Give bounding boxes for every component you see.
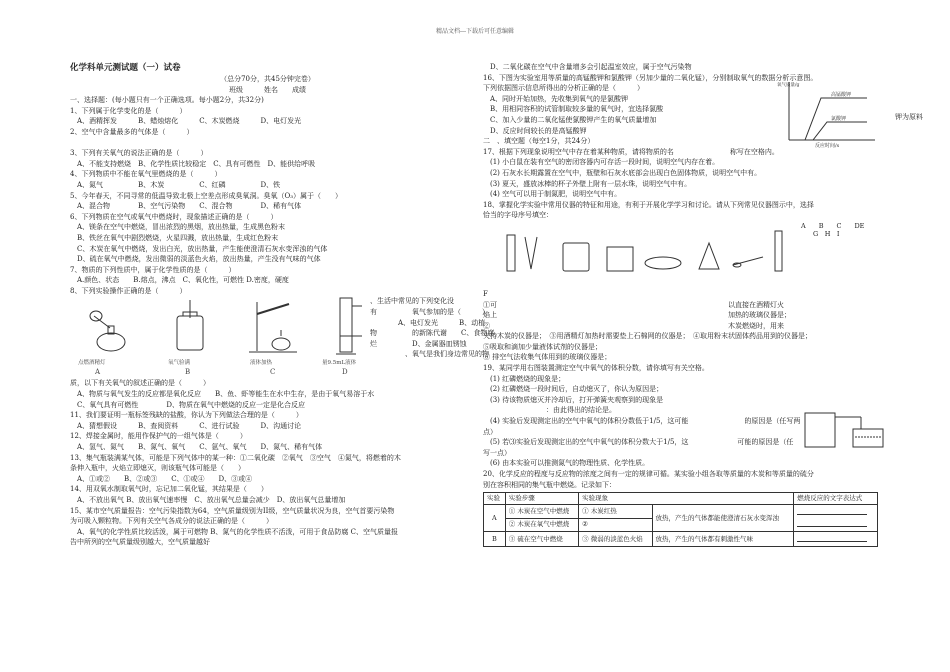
- table-header: 实验步骤: [505, 493, 578, 505]
- fig-caption-b: 氧气验满: [168, 360, 191, 367]
- questions-part-1: [70, 95, 465, 296]
- right-column: [483, 62, 923, 547]
- questions-18-20: [483, 289, 883, 490]
- text-line: 4、下列物质中不能在氧气里燃烧的是（ ）: [70, 170, 222, 179]
- text-line: A、猜想假设 B、查阅资料 C、进行试验 D、沟通讨论: [70, 421, 302, 430]
- text-line: 17、根据下列现象说明空气中存在着某种物质，请将物质的名 称写在空格内。: [483, 147, 779, 156]
- text-line: 14、用双氧水制取氧气时，忘记加二氧化锰，其结果是（ ）: [70, 485, 268, 494]
- text-line: 二 、填空题（每空1分，共24分）: [483, 137, 595, 146]
- text-line: 恰当的字母序号填空：: [483, 211, 553, 220]
- table-cell: ② 木炭在氧气中燃烧: [505, 518, 578, 532]
- table-cell: B: [484, 532, 506, 547]
- text-line: 物 的新陈代谢 C、食物腐: [370, 329, 495, 338]
- text-line: (4) 实验后发现测定出的空气中氧气的体积分数低于1/5，这可能 的原因是（任写两: [483, 417, 801, 426]
- table-cell: ③ 硫在空气中燃烧: [505, 532, 578, 547]
- text-line: (1) 红磷燃烧的现象是；: [483, 374, 566, 383]
- text-line: C、氧气具有可燃性 D、物质在氧气中燃烧的反应一定是化合反应: [70, 400, 305, 409]
- text-line: 质，以下有关氧气的叙述正确的是（ ）: [70, 379, 210, 388]
- text-line: 下列依据图示信息所得出的分析正确的是（ ）: [483, 84, 644, 93]
- student-info: 班级 姓名 成绩: [229, 85, 306, 94]
- text-line: D、反应时间较长的是高锰酸钾: [483, 126, 587, 135]
- text-line: C、加入少量的二氧化锰使氯酸钾产生的氧气质量增加: [483, 115, 657, 124]
- text-line: A、不能支持燃烧 B、化学性质比较稳定 C、具有可燃性 D、能供给呼吸: [70, 159, 316, 168]
- fig-caption-a: 点燃酒精灯: [78, 360, 106, 367]
- liquid-heating-figure: [245, 296, 305, 356]
- text-line: A、氢气、氮气 B、氮气、氧气 C、氩气、氧气 D、氮气、稀有气体: [70, 443, 323, 452]
- text-line: A.颜色、状态 B.熔点，沸点 C、氧化性，可燃性 D.密度，硬度: [70, 276, 289, 285]
- text-line: D、硫在氧气中燃烧，发出微弱的淡蓝色火焰，放出热量，产生没有气味的气体: [70, 255, 321, 264]
- instrument-labels-2: G H I: [813, 229, 840, 238]
- fig-caption-d: 量9.5mL液体: [322, 360, 357, 367]
- text-line: 条伸入瓶中，火焰立即熄灭，则该瓶气体可能是（ ）: [70, 464, 245, 473]
- text-line: A、①或② B、②或③ C、①或④ D、③或④: [70, 474, 253, 483]
- text-line: 11、我们要证明一瓶标签残缺的盐酸，你认为下列做法合理的是（ ）: [70, 411, 303, 420]
- text-line: 16、下图为实验室用等质量的高锰酸钾和氯酸钾（另加少量的二氧化锰），分别制取氧气的数据分析示意图。: [483, 73, 818, 82]
- table-cell: ① 木炭在空气中燃烧: [505, 505, 578, 519]
- text-line: A、酒精挥发 B、蜡烛熔化 C、木炭燃烧 D、电灯发光: [70, 117, 302, 126]
- experiment-table: [483, 492, 878, 547]
- chart-x-label: 反应时间/s: [815, 143, 840, 149]
- text-line: (5) 若⑶实验后发现测定出的空气中氧气的体积分数大于1/5，这 可能的原因是（任: [483, 438, 794, 447]
- text-line: 19、某同学用右图装置测定空气中氧气的体积分数，请你填写有关空格。: [483, 364, 709, 373]
- text-line: 一、选择题：(每小题只有一个正确选项。每小题2分，共32分): [70, 96, 264, 105]
- phosphorus-apparatus: [799, 405, 889, 453]
- text-line: A、镁条在空气中燃烧，冒出浓烈的黑烟，放出热量，生成黑色粉末: [70, 223, 286, 232]
- text-line: C、木炭在氧气中燃烧，发出白光，放出热量，产生能使澄清石灰水变浑浊的气体: [70, 244, 328, 253]
- text-line: 告中所列的空气质量级别越大，空气质量越好: [70, 538, 210, 547]
- text-line: 写一点）: [483, 448, 511, 457]
- text-line: B、铁丝在氧气中剧烈燃烧，火星四溅，放出热量，生成红色粉末: [70, 233, 279, 242]
- fig-label-d: D: [342, 368, 348, 377]
- text-line: 夹持木炭的仪器是； ③用酒精灯加热时需要垫上石棉网的仪器是； ④取用粉末状固体药品用到的仪器是；: [483, 332, 812, 341]
- text-line: [70, 138, 465, 149]
- answer-blank[interactable]: [794, 505, 878, 532]
- text-line: ⑥ 排空气法收集气体用到的玻璃仪器是；: [483, 353, 612, 362]
- fig-caption-c: 液体加热: [250, 360, 273, 367]
- table-cell: ②: [579, 518, 652, 532]
- text-line: 12、焊接金属时，能用作保护气的一组气体是（ ）: [70, 432, 247, 441]
- chart-y-label: 氧气质量/g: [777, 83, 800, 88]
- text-line: 1、下列属于化学变化的是（ ）: [70, 106, 187, 115]
- text-line: 为可吸入颗粒物。下列有关空气各成分的说法正确的是（ ）: [70, 517, 273, 526]
- text-line: A、物质与氧气发生的反应都是氧化反应 B、鱼、虾等能生在水中生存，是由于氧气易溶于水: [70, 390, 375, 399]
- text-line: 2、空气中含量最多的气体是（ ）: [70, 127, 194, 136]
- exam-subtitle: （总分70分，共45分钟完卷）: [220, 75, 315, 83]
- fig-label-c: C: [270, 368, 276, 377]
- table-cell: 放热，产生的气体都能使澄清石灰水变浑浊: [652, 505, 794, 532]
- text-line: F: [483, 289, 488, 298]
- questions-part-2: [70, 378, 465, 548]
- table-header: 实验: [484, 493, 506, 505]
- text-line: 烂 D、金属器皿锈蚀: [370, 339, 467, 348]
- text-line: (6) 由本实验可以推测氮气的物理性质、化学性质。: [483, 459, 650, 468]
- text-line: 8、下列实验操作正确的是（ ）: [70, 286, 187, 295]
- alcohol-lamp-figure: [84, 296, 139, 356]
- text-line: A、同时开始加热，先收集到氧气的是氯酸钾: [483, 94, 629, 103]
- page-header: 精品文档---下载后可任意编辑: [435, 28, 515, 35]
- text-line: (2) 红磷燃烧一段时间后，自动熄灭了，你认为原因是；: [483, 385, 664, 394]
- instrument-images: [503, 229, 793, 275]
- table-cell: ① 木炭红热: [579, 505, 652, 519]
- text-line: A、氧气的化学性质比较活泼，属于可燃物 B、氮气的化学性质不活泼，可用于食品防腐 C、空气质量报: [70, 527, 399, 536]
- text-line: (4) 空气可以用于制氮肥，说明空气中有。: [483, 190, 622, 199]
- instrument-labels: A B C DE: [801, 221, 865, 230]
- text-line: 、氧气是我们身边常见的物: [370, 350, 489, 359]
- text-line: 13、集气瓶装满某气体，可能是下列气体中的某一种：①二氧化碳 ②氧气 ③空气 ④氮气，将燃着的木: [70, 453, 401, 462]
- text-line: (3) 待该物质熄灭并冷却后，打开弹簧夹观察到的现象是: [483, 395, 664, 404]
- text-line: ：由此得出的结论是。: [483, 406, 616, 415]
- chart-side-note: 钾为原料: [895, 113, 923, 121]
- text-line: A、氮气 B、木炭 C、红磷 D、铁: [70, 180, 281, 189]
- text-line: 6、下列物质在空气或氧气中燃烧时，现象描述正确的是（ ）: [70, 212, 278, 221]
- text-line: 有 氧气参加的是（ ）: [370, 308, 489, 317]
- text-line: A、混合物 B、空气污染物 C、混合物 D、稀有气体: [70, 202, 302, 211]
- gas-bottle-figure: [165, 298, 220, 356]
- question-9-side: [370, 296, 495, 360]
- text-line: ①可 以直接在酒精灯火: [483, 300, 784, 309]
- text-line: ⑤吸取和滴加少量液体试剂的仪器是；: [483, 342, 602, 351]
- answer-blank[interactable]: [794, 532, 878, 547]
- left-column: [70, 62, 495, 548]
- text-line: 18、掌握化学实验中常用仪器的特征和用途，有利于开展化学学习和讨论。请从下列常见仪器图示中，选择: [483, 200, 814, 209]
- instrument-row: [483, 229, 883, 289]
- text-line: (2) 石灰水长期露置在空气中，瓶壁和石灰水底部会出现白色固体物质，说明空气中有。: [483, 168, 762, 177]
- text-line: A、不放出氧气 B、放出氧气速率慢 C、放出氧气总量会减少 D、放出氧气总量增加: [70, 496, 346, 504]
- series-label-kclo3: 氯酸钾: [831, 116, 847, 122]
- fig-label-b: B: [185, 368, 191, 377]
- text-line: 15、某市空气质量报告：空气污染指数为64，空气质量级别为II级，空气质量状况为良，空气首要污染物: [70, 506, 395, 515]
- text-line: 、生活中常见的下列变化没: [370, 297, 454, 306]
- exam-title: 化学科单元测试题（一）试卷: [70, 63, 181, 73]
- fig-label-a: A: [95, 368, 101, 377]
- table-header: 燃烧反应的文字表达式: [794, 493, 878, 505]
- text-line: B、用相同容积的试管制取较多量的氧气时，宜选择氯酸: [483, 105, 664, 114]
- text-line: 7、物质的下列性质中，属于化学性质的是（ ）: [70, 265, 236, 274]
- text-line: (3) 夏天，盛放冰棒的杯子外壁上附有一层水珠，说明空气中有。: [483, 179, 692, 188]
- text-line: 别在容积相同的集气瓶中燃烧。记录如下：: [483, 480, 616, 489]
- experiment-figures: [70, 296, 495, 378]
- text-line: (1) 小白鼠在装有空气的密闭容器内可存活一段时间，说明空气内存在着。: [483, 158, 720, 167]
- text-line: ② 木炭燃烧时，用来: [483, 321, 784, 330]
- table-header: 实验现象: [579, 493, 794, 505]
- graduated-cylinder-figure: [328, 296, 368, 358]
- text-line: 点）: [483, 427, 497, 436]
- table-cell: ③ 微弱的淡蓝色火焰: [579, 532, 652, 547]
- text-line: 20、化学反应的程度与反应物的浓度之间有一定的规律可循。某实验小组各取等质量的木炭和等质量的硫分: [483, 470, 814, 478]
- text-line: A、电灯发光 B、动植: [370, 318, 486, 327]
- oxygen-mass-chart: [775, 78, 885, 148]
- text-line: 5、今年春天，不同寻常的低温导致北极上空差点形成臭氧洞。臭氧（O₃）属于（ ）: [70, 191, 342, 200]
- text-line: 焰上 加热的玻璃仪器是；: [483, 311, 791, 320]
- table-cell: A: [484, 505, 506, 532]
- text-line: 3、下列有关氧气的说法正确的是（ ）: [70, 149, 208, 158]
- table-cell: 放热，产生的气体都有刺激性气味: [652, 532, 794, 547]
- series-label-kmno4: 高锰酸钾: [831, 92, 852, 98]
- text-line: D、二氧化碳在空气中含量增多会引起温室效应，属于空气污染物: [483, 63, 692, 71]
